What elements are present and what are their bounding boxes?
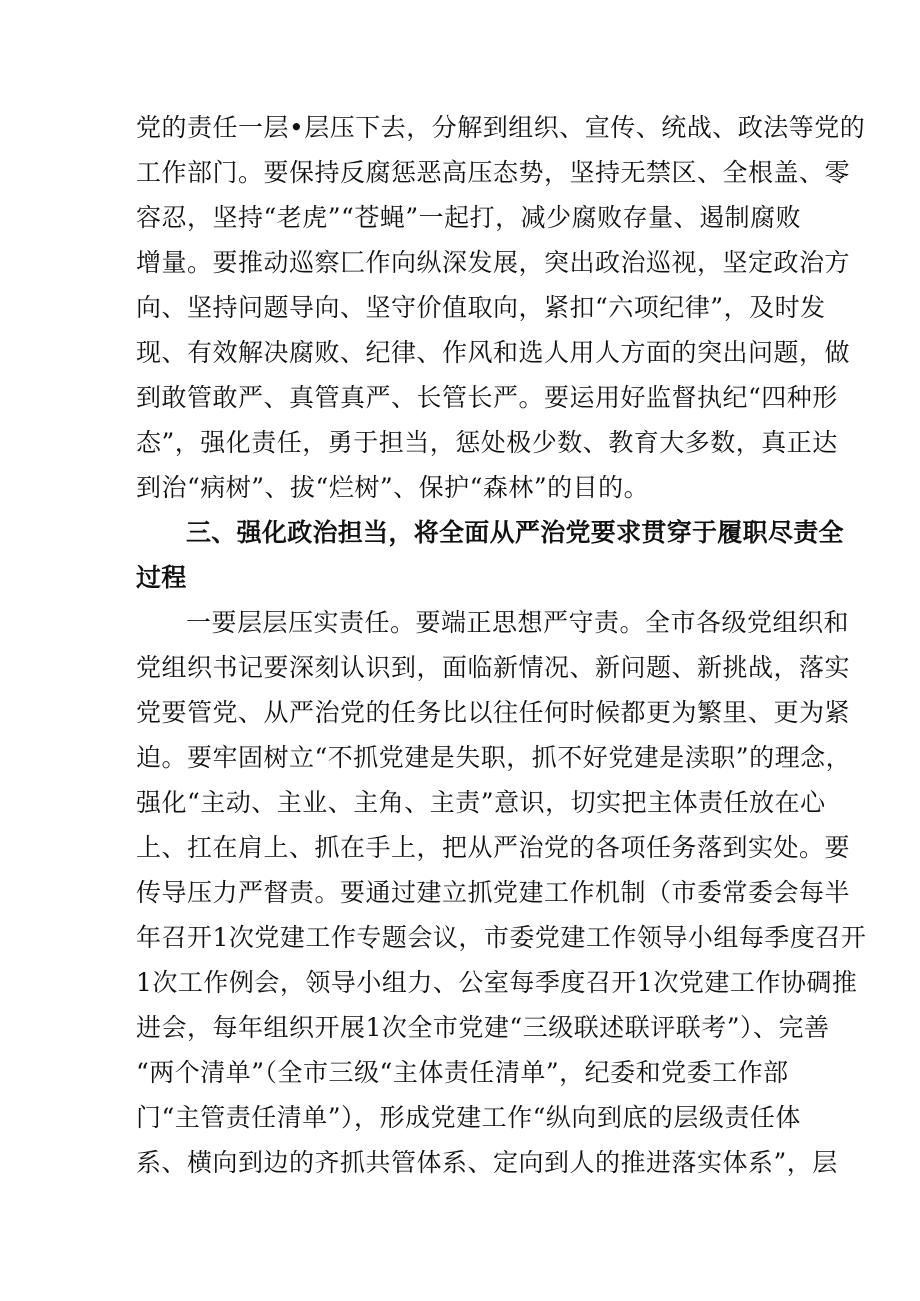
paragraph-line-4: 增量。要推动巡察匚作向纵深发展，突出政治巡视，坚定政治方 (136, 248, 851, 277)
paragraph-line-12: 一要层层压实责任。要端正思想严守责。全市各级党组织和 (186, 608, 850, 637)
paragraph-line-17: 上、扛在肩上、抓在手上，把从严治党的各项任务落到实处。要 (136, 833, 851, 862)
paragraph-line-5: 向、坚持问题导向、坚守价值取向，紧扣“六项纪律”，及时发 (136, 293, 826, 322)
paragraph-line-1: 党的责任一层•层压下去，分解到组织、宣传、统战、政法等党的 (136, 113, 866, 142)
section-heading-line-1: 三、强化政治担当，将全面从严治党要求贯穿于履职尽责全 (186, 518, 844, 547)
paragraph-line-21: 进会，每年组织开展1次全市党建“三级联述联评联考”）、完善 (136, 1013, 830, 1042)
paragraph-line-19: 年召开1次党建工作专题会议，市委党建工作领导小组每季度召开 (136, 923, 867, 952)
paragraph-line-18: 传导压力严督责。要通过建立抓党建工作机制（市委常委会每半 (136, 878, 851, 907)
paragraph-line-24: 系、横向到边的齐抓共管体系、定向到人的推进落实体系”，层 (136, 1148, 838, 1177)
paragraph-line-6: 现、有效解决腐败、纪律、作风和选人用人方面的突出问题，做 (136, 338, 851, 367)
paragraph-line-16: 强化“主动、主业、主角、主责”意识，切实把主体责任放在心 (136, 788, 826, 817)
paragraph-line-13: 党组织书记要深刻认识到，面临新情况、新问题、新挑战，落实 (136, 653, 851, 682)
paragraph-line-15: 迫。要牢固树立“不抓党建是失职，抓不好党建是渎职”的理念， (136, 743, 852, 772)
paragraph-line-20: 1次工作例会，领导小组力、公室每季度召开1次党建工作协碉推 (136, 968, 858, 997)
paragraph-line-23: 门“主管责任清单”），形成党建工作“纵向到底的层级责任体 (136, 1103, 801, 1132)
paragraph-line-14: 党要管党、从严治党的任务比以往任何时候都更为繁里、更为紧 (136, 698, 851, 727)
section-heading-line-2: 过程 (136, 563, 187, 592)
paragraph-line-8: 态”，强化责任，勇于担当，惩处极少数、教育大多数，真正达 (136, 428, 838, 457)
paragraph-line-3: 容忍，坚持“老虎”“苍蝇”一起打，减少腐败存量、遏制腐败 (136, 203, 802, 232)
paragraph-line-2: 工作部门。要保持反腐惩恶高压态势，坚持无禁区、全根盖、零 (136, 158, 851, 187)
paragraph-line-9: 到治“病树”、拔“烂树”、保护“森林”的目的。 (136, 473, 650, 502)
paragraph-line-7: 到敢管敢严、真管真严、长管长严。要运用好监督执纪“四种形 (136, 383, 838, 412)
paragraph-line-22: “两个清单”（全市三级“主体责任清单”，纪委和党委工作部 (136, 1058, 789, 1087)
